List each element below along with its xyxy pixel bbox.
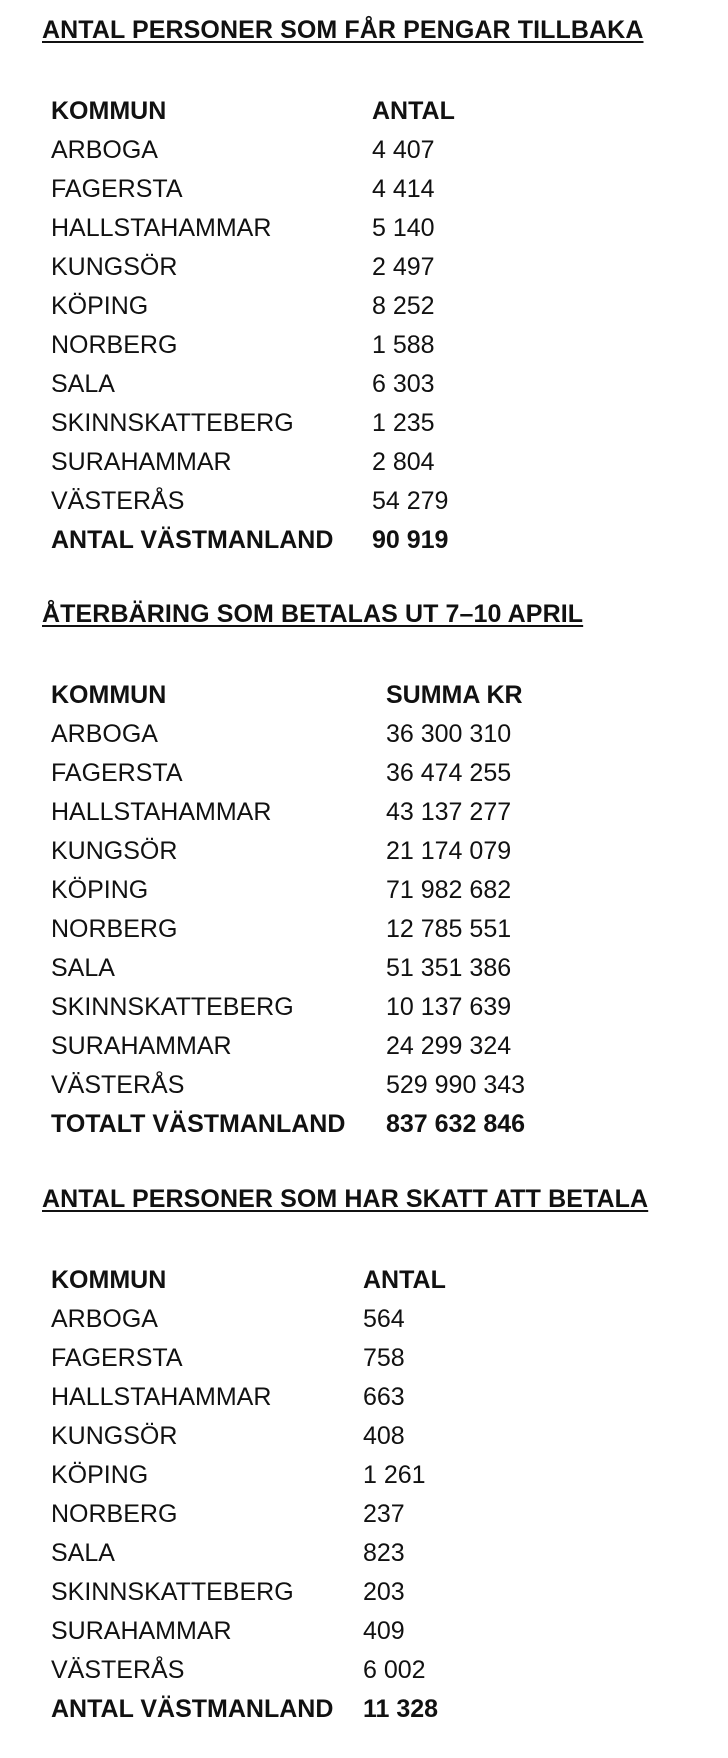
table-row: [42, 443, 455, 482]
municipality-cell: SKINNSKATTEBERG: [51, 993, 294, 1021]
column-header-kommun: KOMMUN: [51, 97, 167, 125]
municipality-cell: SURAHAMMAR: [51, 448, 232, 476]
value-cell: 409: [363, 1617, 405, 1645]
table-row: [42, 910, 525, 949]
municipality-cell: KÖPING: [51, 1461, 149, 1489]
table-header-row: [42, 92, 455, 131]
section-heading: ANTAL PERSONER SOM HAR SKATT ATT BETALA: [42, 1185, 649, 1213]
table-row: [42, 404, 455, 443]
municipality-cell: KUNGSÖR: [51, 1422, 178, 1450]
value-cell: 2 497: [372, 253, 435, 281]
value-cell: 10 137 639: [386, 993, 512, 1021]
total-row: [42, 521, 455, 560]
municipality-cell: FAGERSTA: [51, 759, 183, 787]
municipality-cell: VÄSTERÅS: [51, 1071, 185, 1099]
value-cell: 12 785 551: [386, 915, 512, 943]
table-row: [42, 326, 455, 365]
value-cell: 237: [363, 1500, 405, 1528]
table-row: [42, 1534, 446, 1573]
table-row: [42, 1027, 525, 1066]
total-value: 837 632 846: [386, 1110, 526, 1138]
municipality-cell: SALA: [51, 370, 115, 398]
municipality-cell: ARBOGA: [51, 136, 158, 164]
value-cell: 823: [363, 1539, 405, 1567]
value-cell: 6 303: [372, 370, 435, 398]
municipality-cell: VÄSTERÅS: [51, 487, 185, 515]
total-value: 90 919: [372, 526, 449, 554]
section-heading: ANTAL PERSONER SOM FÅR PENGAR TILLBAKA: [42, 16, 644, 44]
column-header-summa: SUMMA KR: [386, 681, 523, 709]
value-cell: 2 804: [372, 448, 435, 476]
total-label: ANTAL VÄSTMANLAND: [51, 526, 334, 554]
municipality-cell: NORBERG: [51, 331, 178, 359]
value-cell: 1 261: [363, 1461, 426, 1489]
municipality-cell: SURAHAMMAR: [51, 1032, 232, 1060]
value-cell: 43 137 277: [386, 798, 512, 826]
value-cell: 1 235: [372, 409, 435, 437]
value-cell: 54 279: [372, 487, 449, 515]
table-row: [42, 1573, 446, 1612]
value-cell: 6 002: [363, 1656, 426, 1684]
value-cell: 51 351 386: [386, 954, 512, 982]
value-cell: 203: [363, 1578, 405, 1606]
table-row: [42, 131, 455, 170]
column-header-antal: ANTAL: [372, 97, 455, 125]
value-cell: 8 252: [372, 292, 435, 320]
table-row: [42, 287, 455, 326]
table-header-row: [42, 1261, 446, 1300]
value-cell: 529 990 343: [386, 1071, 526, 1099]
value-cell: 36 300 310: [386, 720, 512, 748]
value-cell: 663: [363, 1383, 405, 1411]
data-table: [42, 92, 455, 560]
value-cell: 24 299 324: [386, 1032, 512, 1060]
section-heading: ÅTERBÄRING SOM BETALAS UT 7–10 APRIL: [42, 600, 584, 628]
column-header-kommun: KOMMUN: [51, 1266, 167, 1294]
table-row: [42, 1066, 525, 1105]
total-label: TOTALT VÄSTMANLAND: [51, 1110, 346, 1138]
table-row: [42, 754, 525, 793]
municipality-cell: SKINNSKATTEBERG: [51, 1578, 294, 1606]
municipality-cell: VÄSTERÅS: [51, 1656, 185, 1684]
table-row: [42, 1495, 446, 1534]
total-value: 11 328: [363, 1695, 439, 1723]
table-header-row: [42, 676, 525, 715]
table-row: [42, 248, 455, 287]
table-row: [42, 988, 525, 1027]
table-row: [42, 1300, 446, 1339]
municipality-cell: HALLSTAHAMMAR: [51, 214, 272, 242]
value-cell: 4 407: [372, 136, 435, 164]
data-table: [42, 676, 525, 1144]
table-row: [42, 1612, 446, 1651]
table-row: [42, 715, 525, 754]
municipality-cell: HALLSTAHAMMAR: [51, 798, 272, 826]
table-row: [42, 832, 525, 871]
table-row: [42, 1651, 446, 1690]
table-row: [42, 170, 455, 209]
table-row: [42, 482, 455, 521]
table-row: [42, 1378, 446, 1417]
municipality-cell: KÖPING: [51, 876, 149, 904]
municipality-cell: FAGERSTA: [51, 1344, 183, 1372]
table-row: [42, 1339, 446, 1378]
municipality-cell: KUNGSÖR: [51, 837, 178, 865]
table-row: [42, 1456, 446, 1495]
municipality-cell: KUNGSÖR: [51, 253, 178, 281]
municipality-cell: FAGERSTA: [51, 175, 183, 203]
total-label: ANTAL VÄSTMANLAND: [51, 1695, 334, 1723]
value-cell: 564: [363, 1305, 405, 1333]
municipality-cell: ARBOGA: [51, 720, 158, 748]
total-row: [42, 1690, 446, 1729]
value-cell: 21 174 079: [386, 837, 512, 865]
municipality-cell: SURAHAMMAR: [51, 1617, 232, 1645]
table-row: [42, 1417, 446, 1456]
table-row: [42, 209, 455, 248]
table-row: [42, 949, 525, 988]
municipality-cell: NORBERG: [51, 915, 178, 943]
municipality-cell: ARBOGA: [51, 1305, 158, 1333]
value-cell: 408: [363, 1422, 405, 1450]
table-row: [42, 871, 525, 910]
value-cell: 1 588: [372, 331, 435, 359]
municipality-cell: SKINNSKATTEBERG: [51, 409, 294, 437]
municipality-cell: SALA: [51, 954, 115, 982]
total-row: [42, 1105, 525, 1144]
value-cell: 4 414: [372, 175, 435, 203]
value-cell: 758: [363, 1344, 405, 1372]
value-cell: 5 140: [372, 214, 435, 242]
table-row: [42, 793, 525, 832]
municipality-cell: NORBERG: [51, 1500, 178, 1528]
municipality-cell: SALA: [51, 1539, 115, 1567]
value-cell: 71 982 682: [386, 876, 512, 904]
column-header-kommun: KOMMUN: [51, 681, 167, 709]
municipality-cell: HALLSTAHAMMAR: [51, 1383, 272, 1411]
data-table: [42, 1261, 446, 1729]
table-row: [42, 365, 455, 404]
column-header-antal: ANTAL: [363, 1266, 446, 1294]
municipality-cell: KÖPING: [51, 292, 149, 320]
value-cell: 36 474 255: [386, 759, 512, 787]
